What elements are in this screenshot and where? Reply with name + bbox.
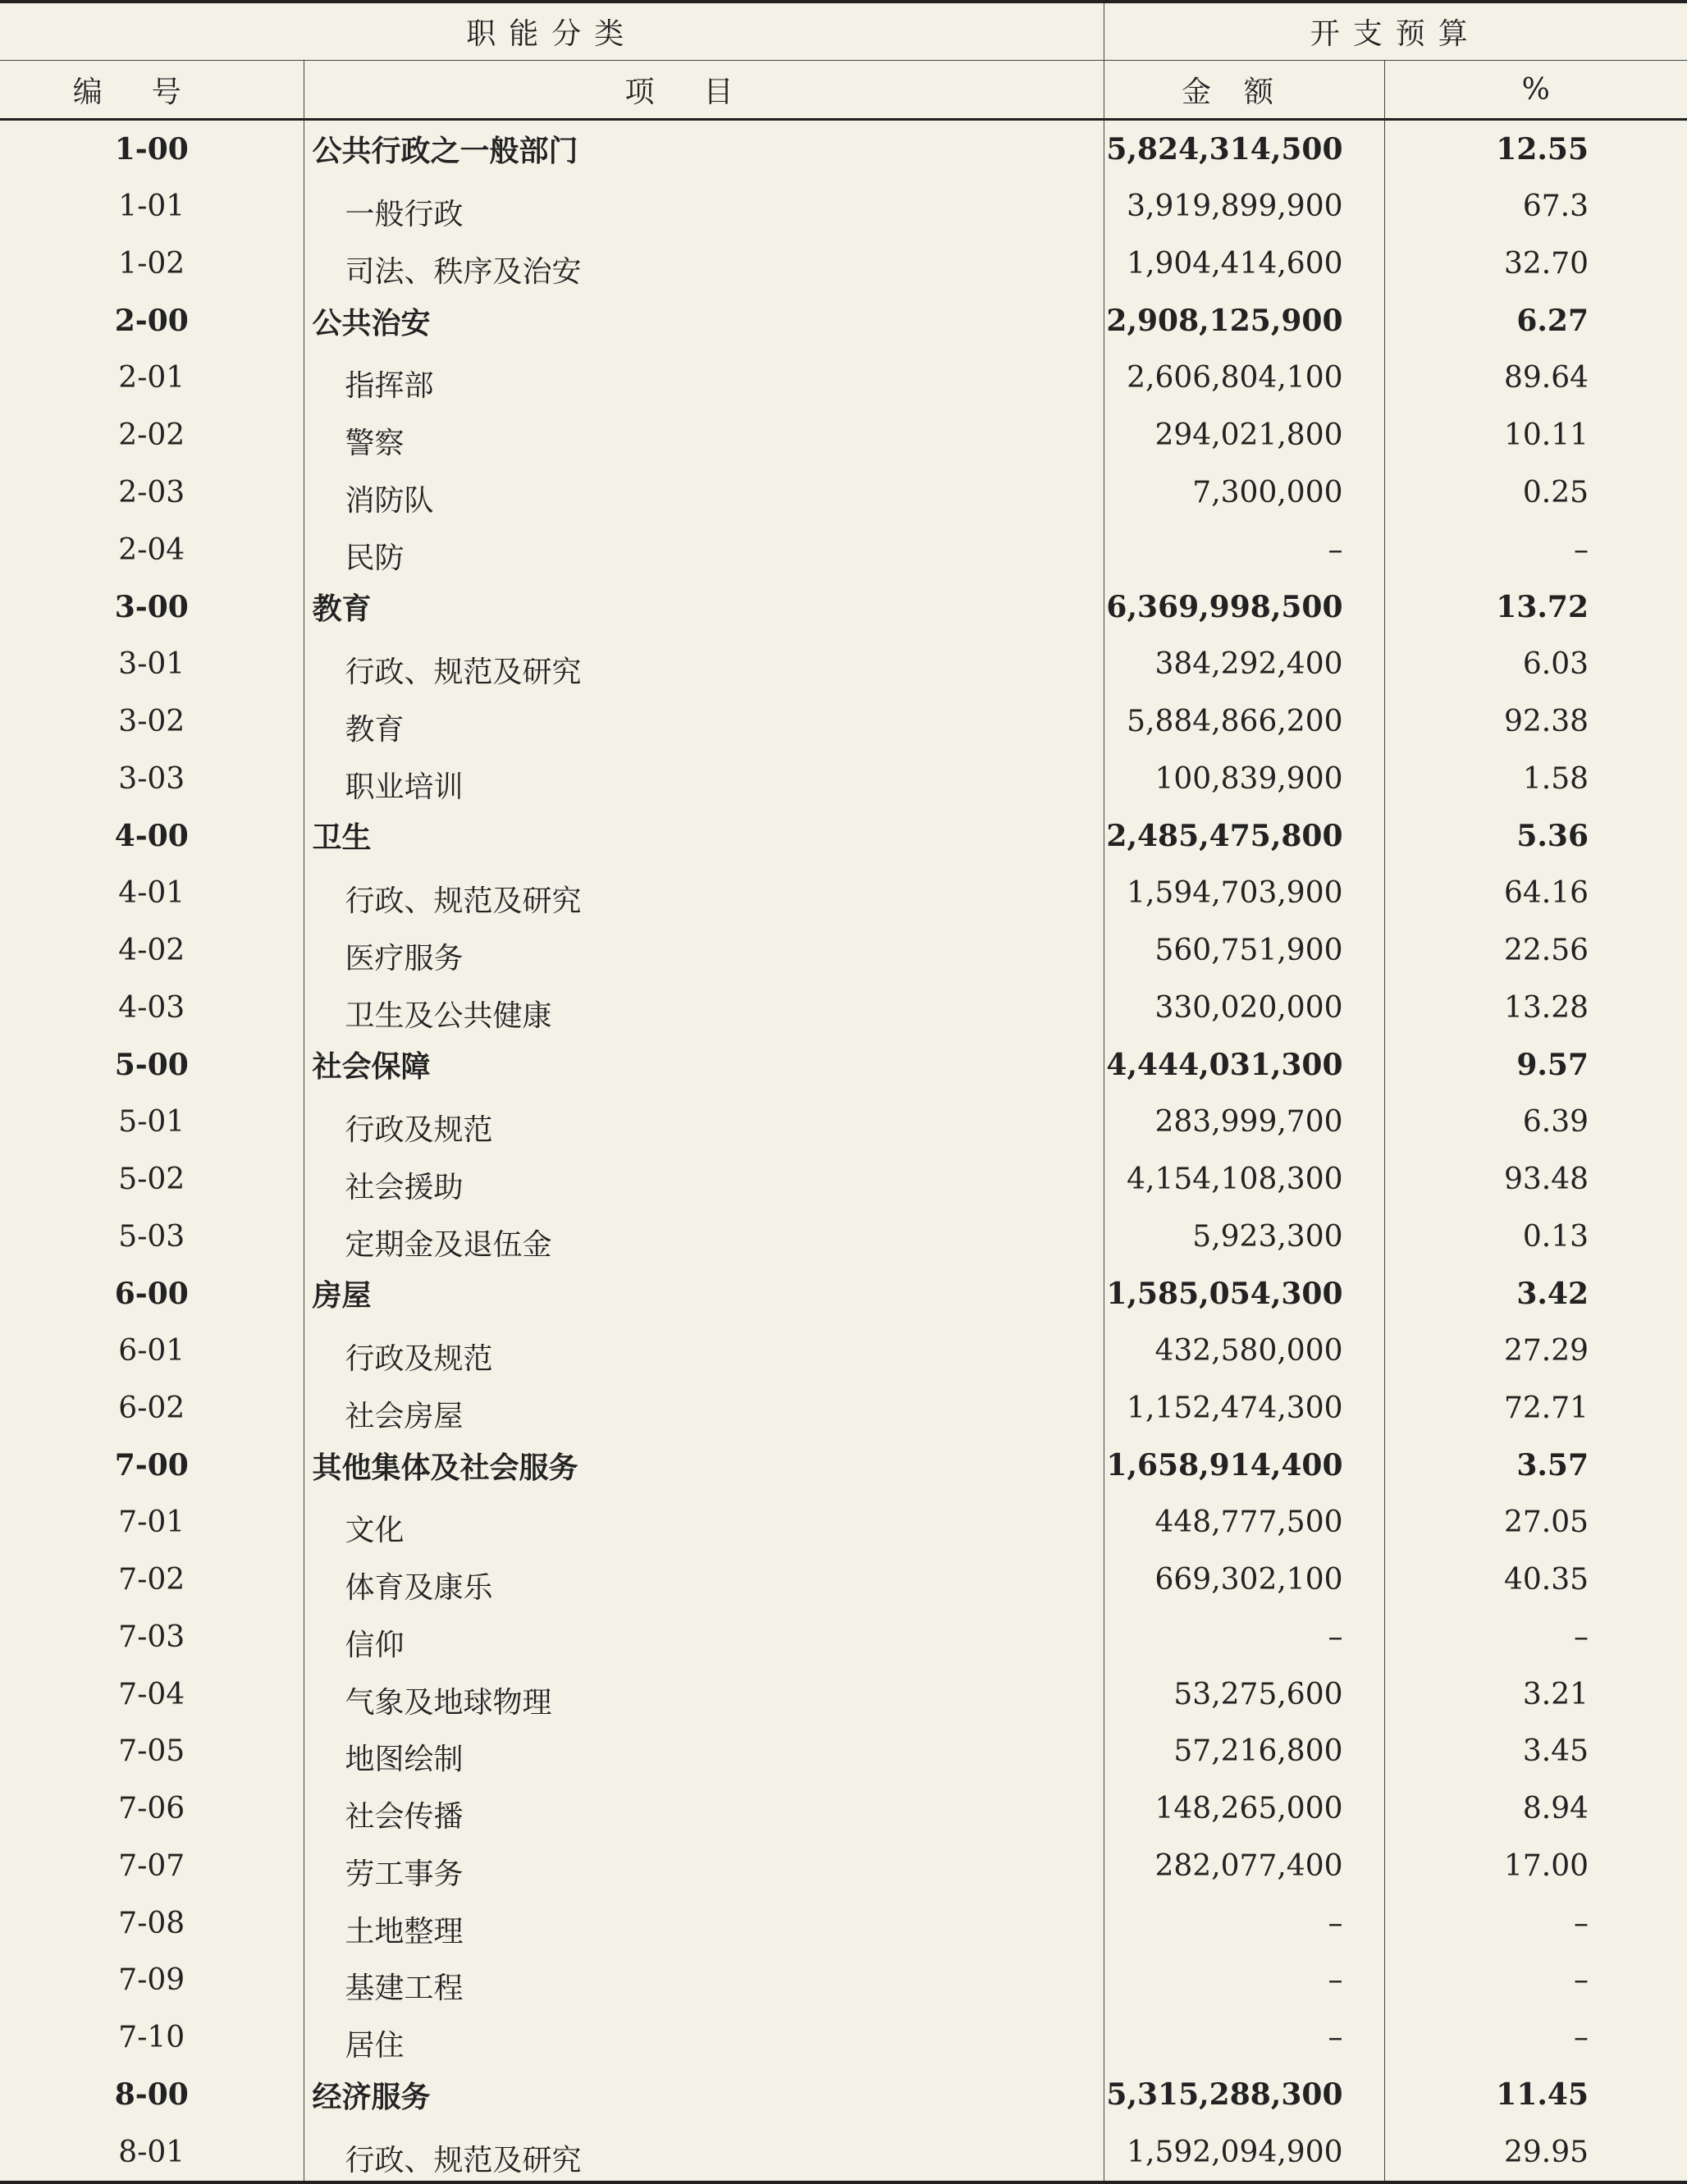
- cell-item: 消防队: [304, 464, 1104, 522]
- table-row: [0, 750, 1687, 807]
- category-row: [0, 292, 1687, 350]
- cell-item: 警察: [304, 407, 1104, 464]
- cell-code: 5-02: [0, 1151, 304, 1209]
- cell-item: 社会传播: [304, 1780, 1104, 1838]
- cell-code: 7-05: [0, 1723, 304, 1780]
- cell-percent: 17.00: [1503, 1848, 1589, 1883]
- cell-code: 1-02: [0, 235, 304, 293]
- cell-item: 行政及规范: [304, 1323, 1104, 1380]
- cell-percent: 1.58: [1522, 761, 1589, 796]
- cell-percent: 89.64: [1503, 361, 1589, 395]
- table-row: [0, 1380, 1687, 1437]
- category-row: [0, 807, 1687, 865]
- cell-amount: 5,824,314,500: [1104, 120, 1384, 178]
- cell-amount: 1,904,414,600: [1104, 235, 1384, 293]
- cell-amount: 282,077,400: [1104, 1838, 1384, 1895]
- cell-code: 3-02: [0, 693, 304, 751]
- cell-amount: 5,884,866,200: [1104, 693, 1384, 751]
- cell-amount: 57,216,800: [1104, 1723, 1384, 1780]
- cell-amount: 7,300,000: [1104, 464, 1384, 522]
- cell-amount: 6,369,998,500: [1104, 578, 1384, 636]
- table-row: [0, 1723, 1687, 1780]
- table-row: [0, 922, 1687, 980]
- header-percent: %: [1384, 61, 1687, 120]
- cell-amount: –: [1104, 1609, 1384, 1666]
- cell-item: 土地整理: [304, 1894, 1104, 1952]
- cell-amount: 148,265,000: [1104, 1780, 1384, 1838]
- category-row: [0, 2067, 1687, 2124]
- cell-item: 医疗服务: [304, 922, 1104, 980]
- category-row: [0, 120, 1687, 178]
- cell-item: 一般行政: [304, 178, 1104, 235]
- table-row: [0, 636, 1687, 693]
- cell-percent: 27.29: [1503, 1334, 1589, 1368]
- cell-percent: 10.11: [1503, 418, 1589, 453]
- cell-code: 8-01: [0, 2123, 304, 2182]
- cell-item: 地图绘制: [304, 1723, 1104, 1780]
- cell-percent: 6.39: [1522, 1105, 1589, 1140]
- table-row: [0, 521, 1687, 578]
- cell-code: 8-00: [0, 2067, 304, 2124]
- cell-code: 7-06: [0, 1780, 304, 1838]
- cell-code: 3-03: [0, 750, 304, 807]
- cell-amount: –: [1104, 2009, 1384, 2067]
- cell-percent: 3.21: [1522, 1677, 1589, 1711]
- table-row: [0, 865, 1687, 922]
- cell-item: 社会援助: [304, 1151, 1104, 1209]
- cell-percent: 6.03: [1522, 647, 1589, 682]
- cell-amount: 294,021,800: [1104, 407, 1384, 464]
- cell-code: 7-00: [0, 1437, 304, 1494]
- cell-percent: 3.45: [1522, 1734, 1589, 1769]
- cell-item: 定期金及退伍金: [304, 1208, 1104, 1265]
- cell-code: 5-01: [0, 1094, 304, 1151]
- cell-item: 行政、规范及研究: [304, 636, 1104, 693]
- table-row: [0, 407, 1687, 464]
- cell-item: 教育: [304, 578, 1104, 636]
- cell-percent: 67.3: [1522, 190, 1589, 224]
- cell-code: 1-00: [0, 120, 304, 178]
- cell-code: 5-03: [0, 1208, 304, 1265]
- cell-percent: –: [1574, 1963, 1589, 1998]
- cell-code: 7-09: [0, 1952, 304, 2009]
- table-row: [0, 1952, 1687, 2009]
- cell-code: 4-00: [0, 807, 304, 865]
- cell-code: 4-03: [0, 979, 304, 1036]
- cell-amount: –: [1104, 1952, 1384, 2009]
- cell-amount: 4,154,108,300: [1104, 1151, 1384, 1209]
- cell-percent: 29.95: [1384, 2123, 1687, 2182]
- cell-code: 2-00: [0, 292, 304, 350]
- table-row: [0, 1151, 1687, 1209]
- table-row: [0, 979, 1687, 1036]
- cell-code: 2-01: [0, 350, 304, 407]
- table-row: [0, 2123, 1687, 2182]
- cell-code: 1-01: [0, 178, 304, 235]
- cell-amount: 2,485,475,800: [1104, 807, 1384, 865]
- category-row: [0, 1265, 1687, 1323]
- cell-item: 公共行政之一般部门: [304, 120, 1104, 178]
- cell-amount: 330,020,000: [1104, 979, 1384, 1036]
- cell-code: 2-04: [0, 521, 304, 578]
- cell-code: 2-03: [0, 464, 304, 522]
- cell-code: 7-08: [0, 1894, 304, 1952]
- cell-amount: 448,777,500: [1104, 1494, 1384, 1551]
- cell-percent: 64.16: [1503, 876, 1589, 911]
- header-item: 项目: [304, 61, 1104, 120]
- category-row: [0, 578, 1687, 636]
- cell-percent: 6.27: [1516, 304, 1589, 339]
- cell-percent: 22.56: [1503, 933, 1589, 967]
- cell-item: 经济服务: [304, 2067, 1104, 2124]
- category-row: [0, 1036, 1687, 1094]
- cell-percent: 13.28: [1503, 990, 1589, 1025]
- cell-code: 6-01: [0, 1323, 304, 1380]
- cell-item: 房屋: [304, 1265, 1104, 1323]
- table-row: [0, 1780, 1687, 1838]
- cell-item: 社会房屋: [304, 1380, 1104, 1437]
- cell-amount: 669,302,100: [1104, 1551, 1384, 1609]
- cell-item: 社会保障: [304, 1036, 1104, 1094]
- cell-code: 3-00: [0, 578, 304, 636]
- table-row: [0, 178, 1687, 235]
- cell-percent: 93.48: [1503, 1162, 1589, 1196]
- cell-item: 基建工程: [304, 1952, 1104, 2009]
- cell-code: 7-02: [0, 1551, 304, 1609]
- cell-item: 行政、规范及研究: [304, 865, 1104, 922]
- cell-amount: 3,919,899,900: [1104, 178, 1384, 235]
- cell-percent: 12.55: [1496, 131, 1589, 167]
- cell-percent: 92.38: [1503, 704, 1589, 738]
- cell-percent: 11.45: [1496, 2077, 1589, 2113]
- cell-amount: –: [1104, 1894, 1384, 1952]
- table-row: [0, 1838, 1687, 1895]
- cell-item: 行政、规范及研究: [304, 2123, 1104, 2182]
- cell-code: 7-10: [0, 2009, 304, 2067]
- cell-item: 信仰: [304, 1609, 1104, 1666]
- cell-item: 指挥部: [304, 350, 1104, 407]
- cell-code: 3-01: [0, 636, 304, 693]
- cell-item: 司法、秩序及治安: [304, 235, 1104, 293]
- cell-percent: –: [1574, 532, 1589, 567]
- table-row: [0, 1894, 1687, 1952]
- cell-item: 公共治安: [304, 292, 1104, 350]
- cell-code: 4-01: [0, 865, 304, 922]
- cell-item: 体育及康乐: [304, 1551, 1104, 1609]
- cell-amount: 5,315,288,300: [1104, 2067, 1384, 2124]
- cell-item: 气象及地球物理: [304, 1665, 1104, 1723]
- cell-amount: 560,751,900: [1104, 922, 1384, 980]
- cell-item: 文化: [304, 1494, 1104, 1551]
- cell-code: 7-04: [0, 1665, 304, 1723]
- cell-code: 5-00: [0, 1036, 304, 1094]
- cell-amount: 1,592,094,900: [1104, 2123, 1384, 2182]
- cell-percent: 40.35: [1503, 1563, 1589, 1597]
- cell-code: 2-02: [0, 407, 304, 464]
- cell-percent: 32.70: [1503, 246, 1589, 281]
- cell-percent: 0.25: [1522, 475, 1589, 509]
- cell-percent: 72.71: [1503, 1391, 1589, 1425]
- header-amount: 金额: [1104, 61, 1384, 120]
- table-row: [0, 1665, 1687, 1723]
- cell-percent: 5.36: [1516, 818, 1589, 853]
- cell-amount: 53,275,600: [1104, 1665, 1384, 1723]
- header-classification: 职能分类: [0, 2, 1104, 61]
- table-row: [0, 1094, 1687, 1151]
- cell-amount: –: [1104, 521, 1384, 578]
- cell-item: 卫生: [304, 807, 1104, 865]
- cell-item: 民防: [304, 521, 1104, 578]
- cell-code: 7-01: [0, 1494, 304, 1551]
- cell-percent: 9.57: [1516, 1047, 1589, 1082]
- cell-amount: 432,580,000: [1104, 1323, 1384, 1380]
- cell-percent: 13.72: [1496, 589, 1589, 624]
- table-body: [0, 120, 1687, 2183]
- cell-item: 劳工事务: [304, 1838, 1104, 1895]
- header-budget: 开支预算: [1104, 2, 1687, 61]
- cell-item: 行政及规范: [304, 1094, 1104, 1151]
- cell-amount: 5,923,300: [1104, 1208, 1384, 1265]
- cell-amount: 1,585,054,300: [1104, 1265, 1384, 1323]
- cell-amount: 384,292,400: [1104, 636, 1384, 693]
- cell-percent: –: [1574, 2021, 1589, 2055]
- cell-code: 7-07: [0, 1838, 304, 1895]
- table-row: [0, 693, 1687, 751]
- table-row: [0, 1208, 1687, 1265]
- cell-item: 教育: [304, 693, 1104, 751]
- cell-percent: 27.05: [1503, 1505, 1589, 1540]
- cell-percent: 3.42: [1516, 1276, 1589, 1311]
- cell-item: 其他集体及社会服务: [304, 1437, 1104, 1494]
- table-row: [0, 1609, 1687, 1666]
- cell-amount: 100,839,900: [1104, 750, 1384, 807]
- cell-amount: 4,444,031,300: [1104, 1036, 1384, 1094]
- cell-amount: 283,999,700: [1104, 1094, 1384, 1151]
- cell-percent: 8.94: [1522, 1792, 1589, 1826]
- cell-code: 4-02: [0, 922, 304, 980]
- table-row: [0, 1551, 1687, 1609]
- table-row: [0, 235, 1687, 293]
- cell-amount: 1,658,914,400: [1104, 1437, 1384, 1494]
- cell-amount: 1,594,703,900: [1104, 865, 1384, 922]
- category-row: [0, 1437, 1687, 1494]
- table-header: [0, 2, 1687, 120]
- cell-amount: 1,152,474,300: [1104, 1380, 1384, 1437]
- table-row: [0, 1494, 1687, 1551]
- cell-percent: –: [1574, 1906, 1589, 1940]
- cell-percent: 3.57: [1516, 1448, 1589, 1483]
- cell-item: 居住: [304, 2009, 1104, 2067]
- table-row: [0, 2009, 1687, 2067]
- cell-code: 7-03: [0, 1609, 304, 1666]
- cell-amount: 2,606,804,100: [1104, 350, 1384, 407]
- cell-percent: 0.13: [1522, 1219, 1589, 1254]
- table-row: [0, 464, 1687, 522]
- cell-item: 卫生及公共健康: [304, 979, 1104, 1036]
- cell-code: 6-02: [0, 1380, 304, 1437]
- cell-amount: 2,908,125,900: [1104, 292, 1384, 350]
- cell-item: 职业培训: [304, 750, 1104, 807]
- table-row: [0, 350, 1687, 407]
- table-row: [0, 1323, 1687, 1380]
- cell-code: 6-00: [0, 1265, 304, 1323]
- cell-percent: –: [1574, 1620, 1589, 1654]
- header-code: 编号: [0, 61, 304, 120]
